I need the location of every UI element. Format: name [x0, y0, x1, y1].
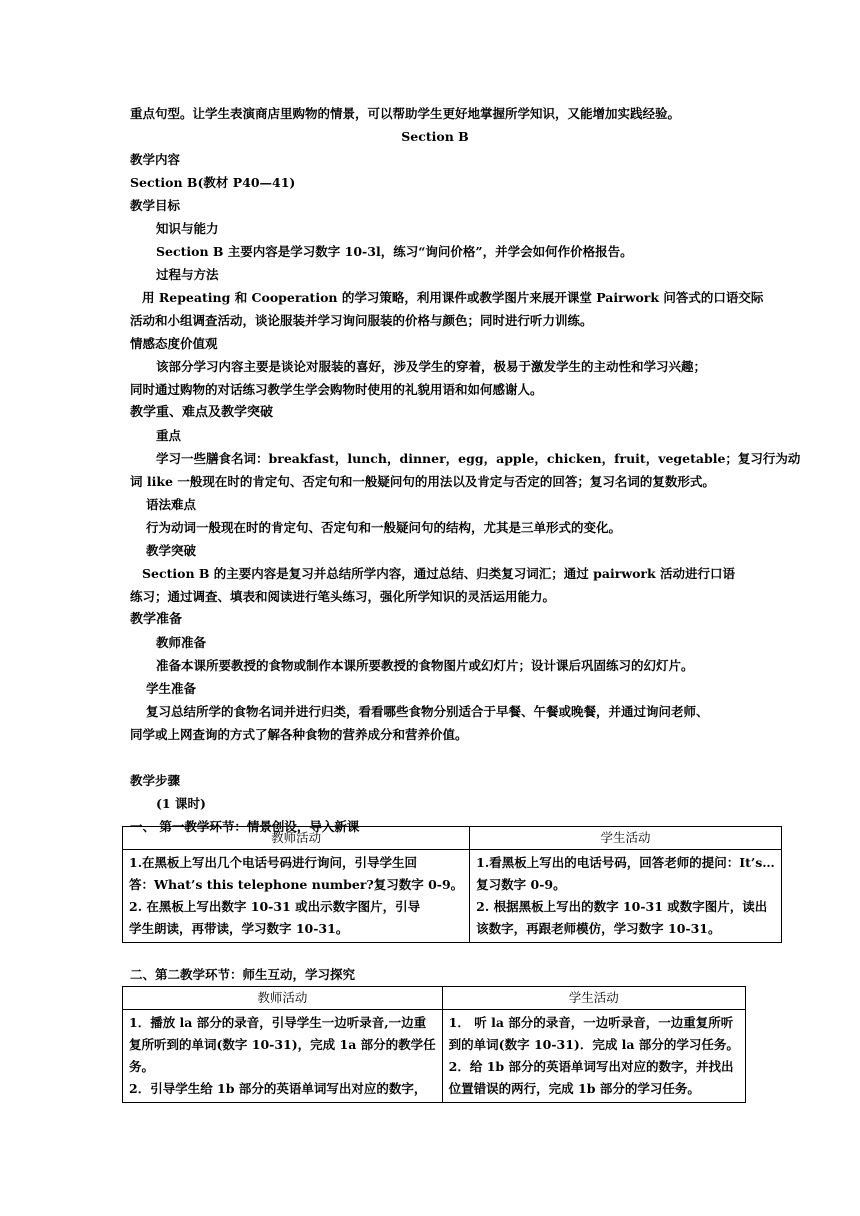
subheading: 学生准备: [146, 681, 197, 696]
text-line: 词 like 一般现在时的肯定句、否定句和一般疑问句的用法以及肯定与否定的回答；复习名词的复数形式。: [130, 474, 715, 489]
text-line: 重点句型。让学生表演商店里购物的情景，可以帮助学生更好地掌握所学知识，又能增加实践经验。: [130, 106, 681, 121]
text-line: 用 Repeating 和 Cooperation 的学习策略，利用课件或教学图片来展开课堂 Pairwork 问答式的口语交际: [142, 290, 764, 305]
cell-line: 到的单词(数字 10-31)．完成 la 部分的学习任务。: [448, 1037, 739, 1052]
text-line: 活动和小组调查活动，谈论服装并学习询问服装的价格与颜色；同时进行听力训练。: [130, 313, 593, 328]
text-line: 行为动词一般现在时的肯定句、否定句和一般疑问句的结构，尤其是三单形式的变化。: [146, 520, 622, 535]
cell-line: 位置错误的两行，完成 1b 部分的学习任务。: [448, 1081, 700, 1096]
table-header-student: 学生活动: [470, 827, 782, 850]
student-activity-cell: [442, 1010, 745, 1103]
text-line: 练习；通过调查、填表和阅读进行笔头练习，强化所学知识的灵活运用能力。: [130, 589, 556, 604]
text-line: Section B 的主要内容是复习并总结所学内容，通过总结、归类复习词汇；通过 pairwork 活动进行口语: [142, 566, 736, 581]
subheading: 教师准备: [156, 635, 207, 650]
teacher-activity-cell: [123, 850, 470, 943]
subheading: 重点: [156, 428, 182, 443]
table-header-student: 学生活动: [442, 987, 745, 1010]
table-header-teacher: 教师活动: [123, 987, 443, 1010]
text-line: Section B 主要内容是学习数字 10-3l，练习“询问价格”，并学会如何作价格报告。: [156, 244, 633, 259]
cell-line: 2．引导学生给 1b 部分的英语单词写出对应的数字，: [129, 1081, 427, 1096]
cell-line: 学生朗读，再带读，学习数字 10-31。: [129, 921, 349, 936]
cell-line: 务。: [129, 1059, 155, 1074]
subheading: 过程与方法: [156, 267, 219, 282]
cell-line: 2．给 1b 部分的英语单词写出对应的数字，并找出: [448, 1059, 734, 1074]
cell-line: 答：What’s this telephone number?复习数字 0-9。: [129, 877, 464, 892]
subheading: 知识与能力: [156, 221, 219, 236]
step-heading: 一、 第一教学环节：情景创设，导入新课: [130, 819, 360, 834]
heading: 情感态度价值观: [130, 336, 218, 351]
cell-line: 2. 根据黑板上写出的数字 10-31 或数字图片，读出: [476, 899, 768, 914]
heading: 教学内容: [130, 152, 181, 167]
heading: 教学步骤: [130, 773, 181, 788]
text-line: Section B(教材 P40—41): [130, 175, 296, 190]
subheading: 语法难点: [146, 497, 197, 512]
cell-line: 复所听到的单词(数字 10-31)，完成 1a 部分的教学任: [129, 1037, 436, 1052]
cell-line: 复习数字 0-9。: [476, 877, 566, 892]
cell-line: 该数字，再跟老师模仿，学习数字 10-31。: [476, 921, 721, 936]
text-line: (1 课时): [156, 796, 206, 811]
cell-line: 1.看黑板上写出的电话号码，回答老师的提问：It’s…: [476, 855, 775, 870]
text-line: 同学或上网查询的方式了解各种食物的营养成分和营养价值。: [130, 727, 468, 742]
teacher-activity-cell: [123, 1010, 443, 1103]
student-activity-cell: [470, 850, 782, 943]
heading: 教学目标: [130, 198, 181, 213]
text-line: 该部分学习内容主要是谈论对服装的喜好，涉及学生的穿着，极易于激发学生的主动性和学习兴趣；: [156, 359, 707, 374]
cell-line: 1．播放 la 部分的录音，引导学生一边听录音,一边重: [129, 1015, 427, 1030]
table-header-teacher: 教师活动: [123, 827, 470, 850]
text-line: 复习总结所学的食物名词并进行归类，看看哪些食物分别适合于早餐、午餐或晚餐，并通过询问老师、: [146, 704, 709, 719]
subheading: 教学突破: [146, 543, 197, 558]
heading: 教学重、难点及教学突破: [130, 405, 274, 420]
step-heading: 二、第二教学环节：师生互动，学习探究: [130, 967, 356, 982]
text-line: 准备本课所要教授的食物或制作本课所要教授的食物图片或幻灯片；设计课后巩固练习的幻灯片。: [156, 658, 694, 673]
text-line: 同时通过购物的对话练习教学生学会购物时使用的礼貌用语和如何感谢人。: [130, 382, 543, 397]
heading: 教学准备: [130, 612, 183, 627]
cell-line: 2. 在黑板上写出数字 10-31 或出示数字图片，引导: [129, 899, 421, 914]
cell-line: 1． 听 la 部分的录音，一边听录音，一边重复所听: [448, 1015, 734, 1030]
activity-table-1: [122, 826, 782, 943]
cell-line: 1.在黑板上写出几个电话号码进行询问，引导学生回: [129, 855, 418, 870]
activity-table-2: [122, 986, 746, 1103]
text-line: 学习一些膳食名词：breakfast，lunch，dinner，egg，apple，chicken，fruit，vegetable；复习行为动: [156, 451, 801, 466]
section-heading: Section B: [401, 129, 469, 144]
